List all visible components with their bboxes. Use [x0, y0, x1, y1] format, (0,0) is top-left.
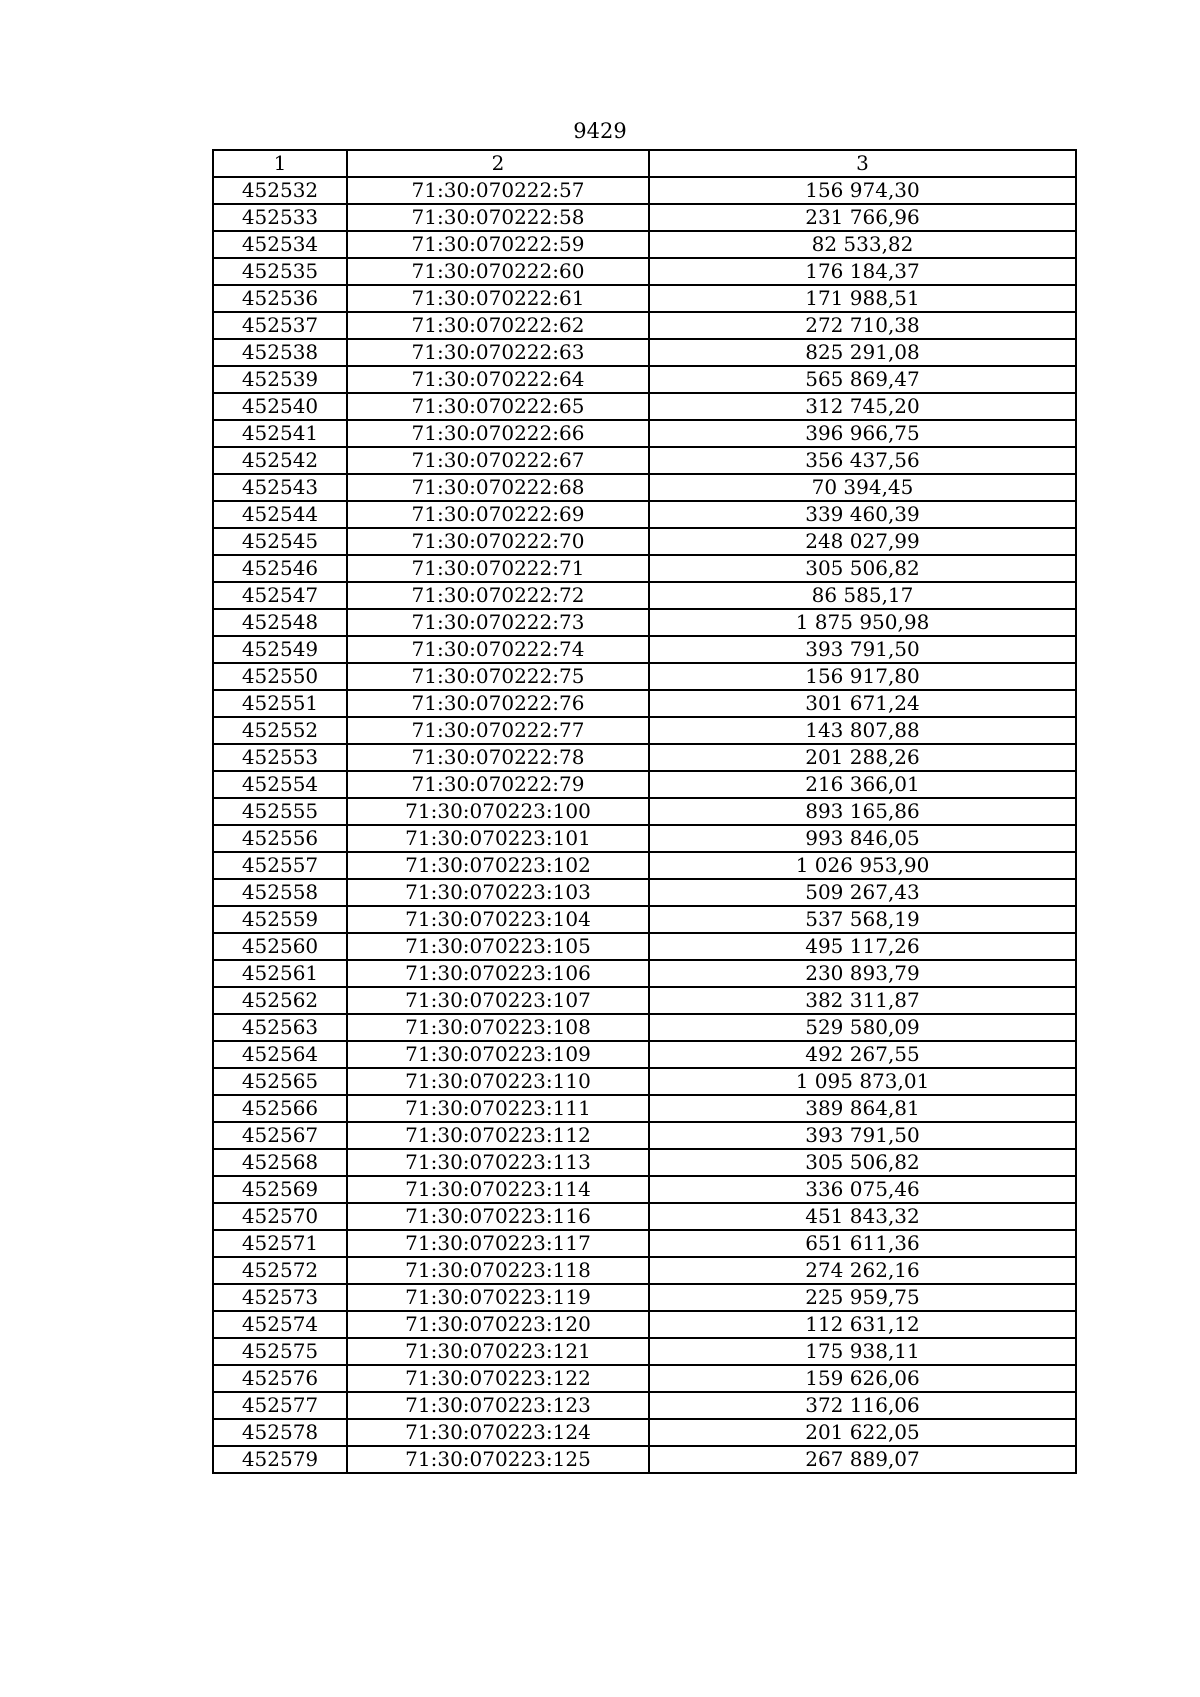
row-number-cell: 452563 [213, 1014, 347, 1041]
cadastral-number-cell: 71:30:070223:121 [347, 1338, 649, 1365]
table-header [213, 150, 1076, 177]
table-row [213, 204, 1076, 231]
cadastral-number-cell: 71:30:070223:118 [347, 1257, 649, 1284]
cadastral-number-cell: 71:30:070222:70 [347, 528, 649, 555]
value-cell: 893 165,86 [649, 798, 1076, 825]
value-cell: 201 288,26 [649, 744, 1076, 771]
value-cell: 267 889,07 [649, 1446, 1076, 1473]
table-row [213, 393, 1076, 420]
table-row [213, 312, 1076, 339]
row-number-cell: 452568 [213, 1149, 347, 1176]
row-number-cell: 452543 [213, 474, 347, 501]
table-row [213, 960, 1076, 987]
table-row [213, 339, 1076, 366]
cadastral-number-cell: 71:30:070222:59 [347, 231, 649, 258]
value-cell: 382 311,87 [649, 987, 1076, 1014]
column-header-1: 1 [213, 150, 347, 177]
table-row [213, 1095, 1076, 1122]
row-number-cell: 452556 [213, 825, 347, 852]
value-cell: 393 791,50 [649, 636, 1076, 663]
cadastral-number-cell: 71:30:070222:57 [347, 177, 649, 204]
value-cell: 231 766,96 [649, 204, 1076, 231]
value-cell: 537 568,19 [649, 906, 1076, 933]
table-row [213, 1446, 1076, 1473]
cadastral-number-cell: 71:30:070222:63 [347, 339, 649, 366]
row-number-cell: 452549 [213, 636, 347, 663]
row-number-cell: 452538 [213, 339, 347, 366]
value-cell: 312 745,20 [649, 393, 1076, 420]
cadastral-number-cell: 71:30:070223:103 [347, 879, 649, 906]
table-row [213, 609, 1076, 636]
row-number-cell: 452559 [213, 906, 347, 933]
cadastral-number-cell: 71:30:070222:76 [347, 690, 649, 717]
table-row [213, 501, 1076, 528]
cadastral-number-cell: 71:30:070222:78 [347, 744, 649, 771]
row-number-cell: 452576 [213, 1365, 347, 1392]
table-row [213, 1041, 1076, 1068]
value-cell: 274 262,16 [649, 1257, 1076, 1284]
table-row [213, 1230, 1076, 1257]
value-cell: 396 966,75 [649, 420, 1076, 447]
table-row [213, 1338, 1076, 1365]
cadastral-number-cell: 71:30:070223:106 [347, 960, 649, 987]
value-cell: 1 026 953,90 [649, 852, 1076, 879]
table-row [213, 1311, 1076, 1338]
value-cell: 389 864,81 [649, 1095, 1076, 1122]
row-number-cell: 452570 [213, 1203, 347, 1230]
table-row [213, 1014, 1076, 1041]
value-cell: 176 184,37 [649, 258, 1076, 285]
cadastral-number-cell: 71:30:070222:68 [347, 474, 649, 501]
value-cell: 143 807,88 [649, 717, 1076, 744]
row-number-cell: 452551 [213, 690, 347, 717]
row-number-cell: 452547 [213, 582, 347, 609]
value-cell: 529 580,09 [649, 1014, 1076, 1041]
row-number-cell: 452545 [213, 528, 347, 555]
row-number-cell: 452548 [213, 609, 347, 636]
cadastral-number-cell: 71:30:070223:111 [347, 1095, 649, 1122]
value-cell: 393 791,50 [649, 1122, 1076, 1149]
cadastral-number-cell: 71:30:070223:117 [347, 1230, 649, 1257]
value-cell: 336 075,46 [649, 1176, 1076, 1203]
table-row [213, 987, 1076, 1014]
row-number-cell: 452535 [213, 258, 347, 285]
row-number-cell: 452578 [213, 1419, 347, 1446]
row-number-cell: 452555 [213, 798, 347, 825]
cadastral-number-cell: 71:30:070222:61 [347, 285, 649, 312]
table-row [213, 879, 1076, 906]
value-cell: 272 710,38 [649, 312, 1076, 339]
table-row [213, 906, 1076, 933]
cadastral-number-cell: 71:30:070223:113 [347, 1149, 649, 1176]
value-cell: 565 869,47 [649, 366, 1076, 393]
value-cell: 356 437,56 [649, 447, 1076, 474]
cadastral-number-cell: 71:30:070223:122 [347, 1365, 649, 1392]
row-number-cell: 452573 [213, 1284, 347, 1311]
value-cell: 171 988,51 [649, 285, 1076, 312]
table-row [213, 1149, 1076, 1176]
cadastral-number-cell: 71:30:070223:110 [347, 1068, 649, 1095]
value-cell: 230 893,79 [649, 960, 1076, 987]
cadastral-number-cell: 71:30:070222:65 [347, 393, 649, 420]
value-cell: 159 626,06 [649, 1365, 1076, 1392]
value-cell: 1 875 950,98 [649, 609, 1076, 636]
row-number-cell: 452579 [213, 1446, 347, 1473]
value-cell: 156 974,30 [649, 177, 1076, 204]
value-cell: 112 631,12 [649, 1311, 1076, 1338]
row-number-cell: 452564 [213, 1041, 347, 1068]
row-number-cell: 452532 [213, 177, 347, 204]
row-number-cell: 452544 [213, 501, 347, 528]
row-number-cell: 452553 [213, 744, 347, 771]
row-number-cell: 452562 [213, 987, 347, 1014]
cadastral-number-cell: 71:30:070223:108 [347, 1014, 649, 1041]
row-number-cell: 452533 [213, 204, 347, 231]
row-number-cell: 452574 [213, 1311, 347, 1338]
table-row [213, 717, 1076, 744]
cadastral-number-cell: 71:30:070222:73 [347, 609, 649, 636]
table-row [213, 1203, 1076, 1230]
table-row [213, 1392, 1076, 1419]
cadastral-number-cell: 71:30:070222:64 [347, 366, 649, 393]
cadastral-number-cell: 71:30:070223:100 [347, 798, 649, 825]
row-number-cell: 452565 [213, 1068, 347, 1095]
table-row [213, 582, 1076, 609]
row-number-cell: 452569 [213, 1176, 347, 1203]
cadastral-number-cell: 71:30:070222:66 [347, 420, 649, 447]
value-cell: 86 585,17 [649, 582, 1076, 609]
table-row [213, 825, 1076, 852]
value-cell: 509 267,43 [649, 879, 1076, 906]
table-row [213, 285, 1076, 312]
table-row [213, 663, 1076, 690]
cadastral-number-cell: 71:30:070223:109 [347, 1041, 649, 1068]
cadastral-number-cell: 71:30:070223:119 [347, 1284, 649, 1311]
cadastral-number-cell: 71:30:070223:124 [347, 1419, 649, 1446]
value-cell: 825 291,08 [649, 339, 1076, 366]
cadastral-number-cell: 71:30:070223:101 [347, 825, 649, 852]
page-number: 9429 [573, 119, 627, 143]
value-cell: 492 267,55 [649, 1041, 1076, 1068]
table-row [213, 1257, 1076, 1284]
row-number-cell: 452541 [213, 420, 347, 447]
value-cell: 495 117,26 [649, 933, 1076, 960]
value-cell: 451 843,32 [649, 1203, 1076, 1230]
cadastral-number-cell: 71:30:070223:102 [347, 852, 649, 879]
row-number-cell: 452557 [213, 852, 347, 879]
cadastral-number-cell: 71:30:070223:120 [347, 1311, 649, 1338]
row-number-cell: 452534 [213, 231, 347, 258]
cadastral-number-cell: 71:30:070223:116 [347, 1203, 649, 1230]
cadastral-number-cell: 71:30:070222:79 [347, 771, 649, 798]
table-row [213, 744, 1076, 771]
header-row [213, 150, 1076, 177]
row-number-cell: 452542 [213, 447, 347, 474]
table-row [213, 1176, 1076, 1203]
value-cell: 175 938,11 [649, 1338, 1076, 1365]
row-number-cell: 452572 [213, 1257, 347, 1284]
table-row [213, 933, 1076, 960]
value-cell: 301 671,24 [649, 690, 1076, 717]
row-number-cell: 452560 [213, 933, 347, 960]
table-row [213, 798, 1076, 825]
value-cell: 651 611,36 [649, 1230, 1076, 1257]
row-number-cell: 452577 [213, 1392, 347, 1419]
table-row [213, 1068, 1076, 1095]
row-number-cell: 452550 [213, 663, 347, 690]
value-cell: 156 917,80 [649, 663, 1076, 690]
table-row [213, 258, 1076, 285]
cadastral-number-cell: 71:30:070222:62 [347, 312, 649, 339]
row-number-cell: 452546 [213, 555, 347, 582]
cadastral-number-cell: 71:30:070222:69 [347, 501, 649, 528]
row-number-cell: 452539 [213, 366, 347, 393]
table-row [213, 1284, 1076, 1311]
table-row [213, 366, 1076, 393]
value-cell: 70 394,45 [649, 474, 1076, 501]
cadastral-number-cell: 71:30:070223:123 [347, 1392, 649, 1419]
cadastral-number-cell: 71:30:070223:114 [347, 1176, 649, 1203]
value-cell: 216 366,01 [649, 771, 1076, 798]
value-cell: 82 533,82 [649, 231, 1076, 258]
cadastral-number-cell: 71:30:070223:112 [347, 1122, 649, 1149]
row-number-cell: 452575 [213, 1338, 347, 1365]
table-row [213, 447, 1076, 474]
cadastral-number-cell: 71:30:070222:77 [347, 717, 649, 744]
cadastral-number-cell: 71:30:070223:104 [347, 906, 649, 933]
table-row [213, 474, 1076, 501]
row-number-cell: 452540 [213, 393, 347, 420]
table-row [213, 690, 1076, 717]
table-row [213, 420, 1076, 447]
value-cell: 225 959,75 [649, 1284, 1076, 1311]
cadastral-number-cell: 71:30:070222:58 [347, 204, 649, 231]
data-table [212, 149, 1077, 1474]
value-cell: 1 095 873,01 [649, 1068, 1076, 1095]
value-cell: 993 846,05 [649, 825, 1076, 852]
row-number-cell: 452536 [213, 285, 347, 312]
table-row [213, 231, 1076, 258]
table-row [213, 177, 1076, 204]
value-cell: 339 460,39 [649, 501, 1076, 528]
row-number-cell: 452567 [213, 1122, 347, 1149]
cadastral-number-cell: 71:30:070222:60 [347, 258, 649, 285]
table-row [213, 1122, 1076, 1149]
table-row [213, 555, 1076, 582]
cadastral-number-cell: 71:30:070223:105 [347, 933, 649, 960]
cadastral-number-cell: 71:30:070223:107 [347, 987, 649, 1014]
row-number-cell: 452552 [213, 717, 347, 744]
value-cell: 201 622,05 [649, 1419, 1076, 1446]
table-row [213, 528, 1076, 555]
value-cell: 305 506,82 [649, 555, 1076, 582]
table-body [213, 177, 1076, 1473]
column-header-3: 3 [649, 150, 1076, 177]
cadastral-number-cell: 71:30:070222:67 [347, 447, 649, 474]
table-row [213, 1419, 1076, 1446]
cadastral-number-cell: 71:30:070222:75 [347, 663, 649, 690]
table-row [213, 1365, 1076, 1392]
cadastral-number-cell: 71:30:070222:71 [347, 555, 649, 582]
row-number-cell: 452566 [213, 1095, 347, 1122]
row-number-cell: 452571 [213, 1230, 347, 1257]
table-row [213, 852, 1076, 879]
cadastral-number-cell: 71:30:070223:125 [347, 1446, 649, 1473]
cadastral-number-cell: 71:30:070222:74 [347, 636, 649, 663]
row-number-cell: 452558 [213, 879, 347, 906]
value-cell: 305 506,82 [649, 1149, 1076, 1176]
value-cell: 372 116,06 [649, 1392, 1076, 1419]
row-number-cell: 452537 [213, 312, 347, 339]
column-header-2: 2 [347, 150, 649, 177]
table-row [213, 771, 1076, 798]
row-number-cell: 452561 [213, 960, 347, 987]
table-row [213, 636, 1076, 663]
cadastral-number-cell: 71:30:070222:72 [347, 582, 649, 609]
value-cell: 248 027,99 [649, 528, 1076, 555]
row-number-cell: 452554 [213, 771, 347, 798]
